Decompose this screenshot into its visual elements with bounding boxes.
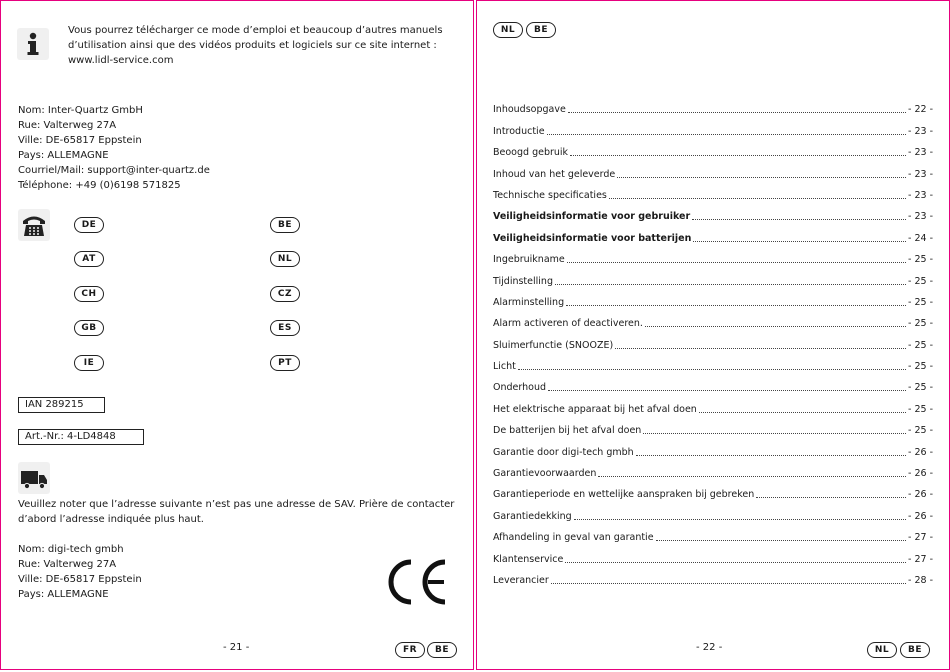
toc-entry-page: - 27 - [908,532,933,544]
toc-entry-title: Beoogd gebruik [493,147,569,159]
flag-be: BE [270,217,300,233]
toc-dot-leader [565,562,906,563]
toc-entry-title: Alarm activeren of deactiveren. [493,318,643,330]
toc-dot-leader [551,583,906,584]
toc-entry[interactable] [493,266,933,287]
toc-entry-title: Garantieperiode en wettelijke aanspraken bij gebreken [493,489,755,501]
toc-dot-leader [548,390,906,391]
article-number: Art.-Nr.: 4-LD4848 [18,429,144,445]
footer-flag-be: BE [427,642,457,658]
toc-dot-leader [617,177,906,178]
toc-entry-page: - 24 - [908,232,933,244]
flag-pt: PT [270,355,300,371]
toc-dot-leader [574,519,906,520]
distributor-address [18,542,318,602]
toc-entry-title: Technische specificaties [493,189,607,201]
toc-dot-leader [656,540,906,541]
toc-entry-title: Introductie [493,125,545,137]
toc-entry-title: Veiligheidsinformatie voor batterijen [493,232,692,244]
address-line: Ville: DE-65817 Eppstein [18,574,142,585]
toc-entry-page: - 26 - [908,468,933,480]
toc-entry[interactable] [493,459,933,480]
info-text [68,23,458,68]
toc-entry-title: Garantievoorwaarden [493,468,597,480]
toc-dot-leader [643,433,906,434]
toc-dot-leader [636,455,906,456]
toc-entry-title: Sluimerfunctie (SNOOZE) [493,339,614,351]
toc-entry[interactable] [493,181,933,202]
website-link[interactable]: www.lidl-service.com [68,55,174,66]
toc-entry[interactable] [493,116,933,137]
toc-dot-leader [567,262,906,263]
toc-entry-page: - 27 - [908,553,933,565]
toc-dot-leader [756,497,906,498]
toc-dot-leader [568,112,906,113]
toc-dot-leader [555,284,906,285]
flag-cz: CZ [270,286,300,302]
toc-entry[interactable] [493,394,933,415]
toc-entry-page: - 25 - [908,296,933,308]
toc-entry[interactable] [493,223,933,244]
flag-at: AT [74,251,104,267]
toc-dot-leader [615,348,906,349]
telephone-icon [18,209,50,241]
toc-entry-title: Garantie door digi-tech gmbh [493,446,634,458]
flag-es: ES [270,320,300,336]
address-line: Rue: Valterweg 27A [18,120,117,131]
flag-ie: IE [74,355,104,371]
footer-flag-be: BE [900,642,930,658]
email-line: Courriel/Mail: support@inter-quartz.de [18,165,210,176]
ian-number: IAN 289215 [18,397,105,413]
delivery-truck-icon [18,462,50,494]
toc-entry[interactable] [493,416,933,437]
toc-entry-title: Onderhoud [493,382,546,394]
toc-entry[interactable] [493,330,933,351]
left-page [0,0,474,670]
toc-dot-leader [699,412,906,413]
toc-entry-title: Tijdinstelling [493,275,553,287]
toc-entry-page: - 26 - [908,446,933,458]
toc-dot-leader [645,326,906,327]
toc-entry-title: Afhandeling in geval van garantie [493,532,654,544]
toc-dot-leader [598,476,906,477]
footer-flag-fr: FR [395,642,425,658]
address-line: Rue: Valterweg 27A [18,559,117,570]
flag-ch: CH [74,286,104,302]
toc-entry-title: Inhoud van het geleverde [493,168,616,180]
toc-entry-page: - 23 - [908,168,933,180]
toc-dot-leader [547,134,906,135]
toc-entry-page: - 25 - [908,339,933,351]
toc-entry-page: - 23 - [908,147,933,159]
toc-entry[interactable] [493,373,933,394]
table-of-contents [493,95,933,587]
service-note [18,497,458,527]
toc-entry-title: Klantenservice [493,553,564,565]
note-line: d’abord l’adresse indiquée plus haut. [18,514,204,525]
toc-entry[interactable] [493,95,933,116]
info-line: Vous pourrez télécharger ce mode d’emploi et beaucoup d’autres manuels [68,25,443,36]
flag-de: DE [74,217,104,233]
toc-entry-title: Alarminstelling [493,296,565,308]
address-line: Ville: DE-65817 Eppstein [18,135,142,146]
toc-entry-page: - 26 - [908,489,933,501]
toc-entry-title: Veiligheidsinformatie voor gebruiker [493,211,691,223]
page-number: - 22 - [696,642,723,653]
toc-entry-page: - 25 - [908,361,933,373]
address-line: Nom: Inter-Quartz GmbH [18,105,143,116]
toc-entry-page: - 23 - [908,125,933,137]
header-flag-nl: NL [493,22,523,38]
flag-nl: NL [270,251,300,267]
toc-entry[interactable] [493,523,933,544]
toc-entry-page: - 25 - [908,425,933,437]
flag-gb: GB [74,320,104,336]
toc-entry[interactable] [493,480,933,501]
toc-entry[interactable] [493,245,933,266]
toc-entry[interactable] [493,309,933,330]
toc-entry-page: - 22 - [908,104,933,116]
toc-entry-title: Ingebruikname [493,254,565,266]
toc-entry[interactable] [493,202,933,223]
info-icon [17,28,49,60]
manufacturer-address [18,103,418,193]
toc-dot-leader [692,219,906,220]
address-line: Pays: ALLEMAGNE [18,150,109,161]
toc-entry[interactable] [493,159,933,180]
toc-entry-page: - 28 - [908,574,933,586]
toc-dot-leader [609,198,906,199]
toc-dot-leader [693,241,906,242]
toc-entry[interactable] [493,544,933,565]
ce-mark-icon [384,557,450,607]
address-line: Pays: ALLEMAGNE [18,589,109,600]
toc-entry-title: Inhoudsopgave [493,104,566,116]
toc-entry-title: Het elektrische apparaat bij het afval doen [493,403,697,415]
toc-entry[interactable] [493,501,933,522]
toc-entry-title: Leverancier [493,574,549,586]
page-number: - 21 - [223,642,250,653]
toc-entry-page: - 25 - [908,318,933,330]
toc-entry-page: - 25 - [908,254,933,266]
phone-line: Téléphone: +49 (0)6198 571825 [18,180,181,191]
toc-entry-title: Licht [493,361,516,373]
toc-entry-page: - 25 - [908,275,933,287]
toc-entry[interactable] [493,437,933,458]
toc-dot-leader [566,305,906,306]
toc-entry-page: - 23 - [908,189,933,201]
toc-entry[interactable] [493,288,933,309]
toc-entry-page: - 25 - [908,382,933,394]
footer-flag-nl: NL [867,642,897,658]
toc-entry[interactable] [493,566,933,587]
toc-entry-page: - 23 - [908,211,933,223]
toc-entry-title: Garantiedekking [493,510,572,522]
note-line: Veuillez noter que l’adresse suivante n’est pas une adresse de SAV. Prière de contacter [18,499,455,510]
info-line: d’utilisation ainsi que des vidéos produits et logiciels sur ce site internet : [68,40,437,51]
header-flag-be: BE [526,22,556,38]
toc-entry-title: De batterijen bij het afval doen [493,425,642,437]
toc-entry[interactable] [493,352,933,373]
toc-entry[interactable] [493,138,933,159]
toc-dot-leader [518,369,906,370]
right-page [476,0,950,670]
toc-entry-page: - 26 - [908,510,933,522]
toc-dot-leader [570,155,906,156]
toc-entry-page: - 25 - [908,403,933,415]
address-line: Nom: digi-tech gmbh [18,544,124,555]
